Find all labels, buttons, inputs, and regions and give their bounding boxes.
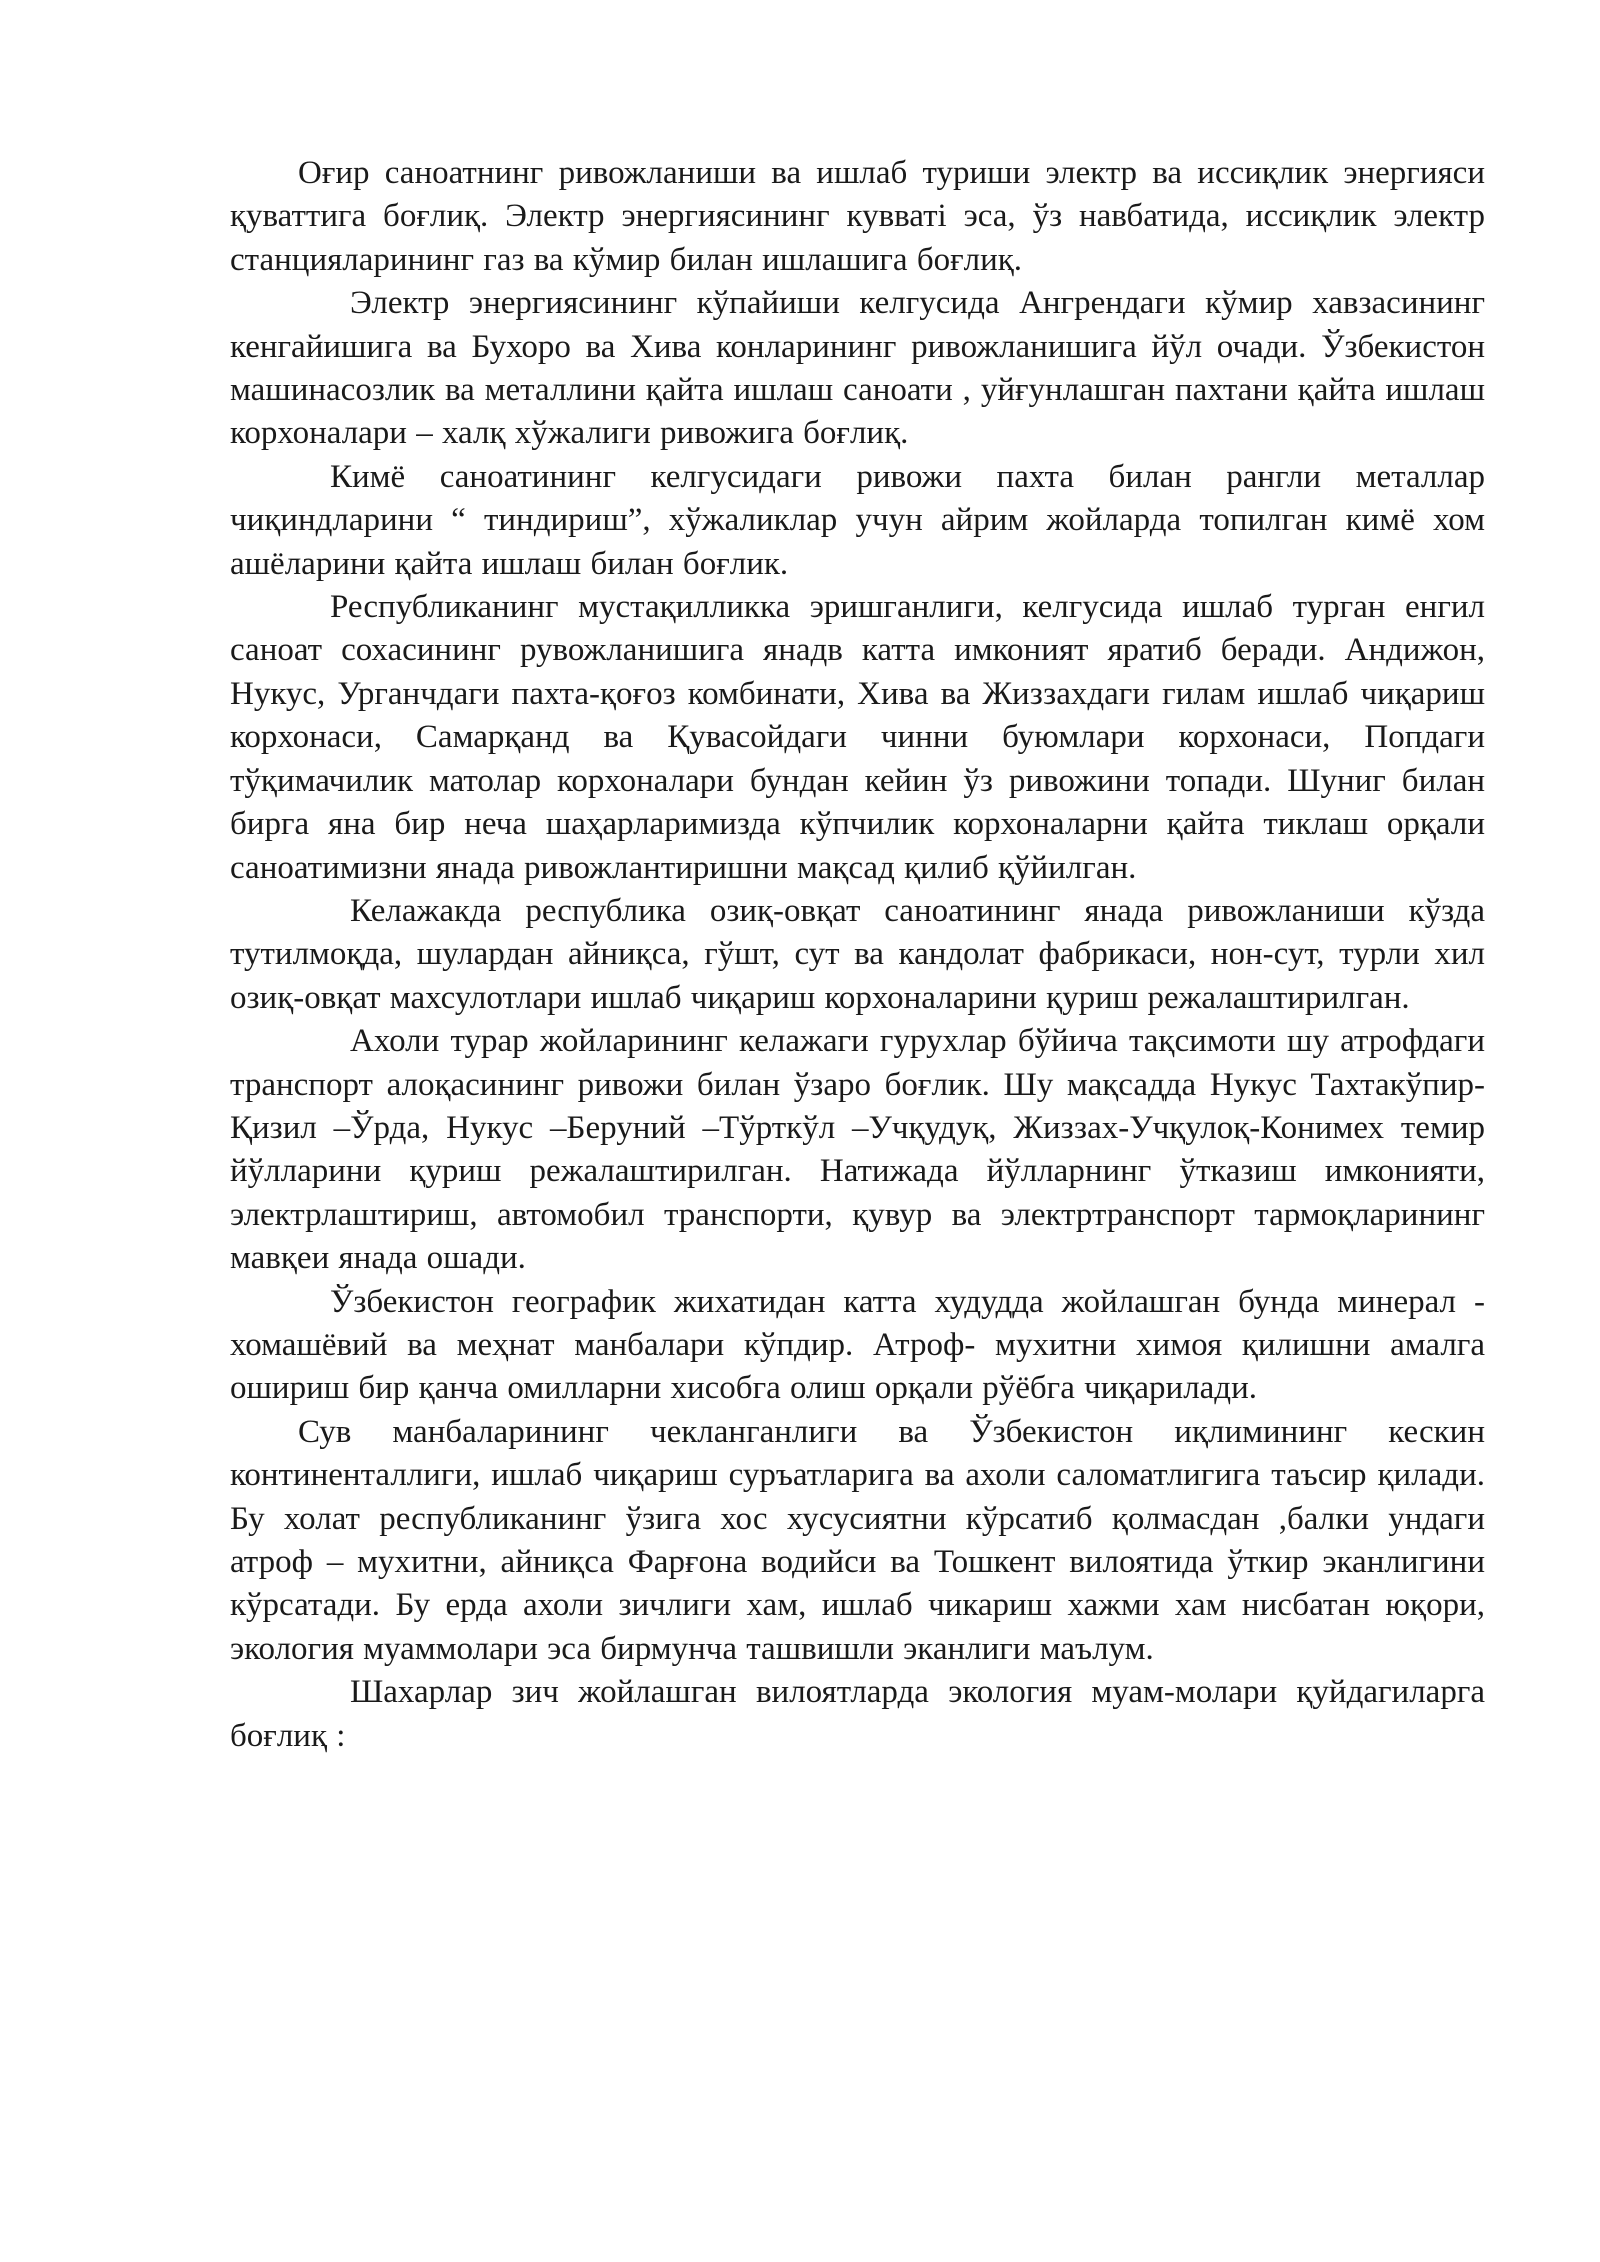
paragraph-water-resources: Сув манбаларининг чекланганлиги ва Ўзбекистон иқлимининг кескин континенталлиги, ишлаб чиқариш суръатларига ва ахоли саломатлигига таъсир қилади. Бу холат республиканинг ўзига хос хусусиятни кўрсатиб қолмасдан ,балки ундаги атроф – мухитни, айниқса Фарғона водийси ва Тошкент вилоятида ўткир эканлигини кўрсатади. Бу ерда ахоли зичлиги хам, ишлаб чикариш хажми хам нисбатан юқори, экология муаммолари эса бирмунча ташвишли эканлиги маълум. — [230, 1413, 1485, 1667]
paragraph-chemical-industry: Кимё саноатининг келгусидаги ривожи пахта билан рангли металлар чиқиндларини “ тиндириш”, хўжаликлар учун айрим жойларда топилган кимё хом ашёларини қайта ишлаш билан боғлик. — [230, 458, 1485, 582]
paragraph-cities-ecology: Шахарлар зич жойлашган вилоятларда экология муам-молари қуйдагиларга боғлиқ : — [230, 1674, 1485, 1754]
paragraph-geography: Ўзбекистон географик жихатидан катта худудда жойлашган бунда минерал - хомашёвий ва меҳнат манбалари кўпдир. Атроф- мухитни химоя қилишни амалга ошириш бир қанча омилларни хисобга олиш орқали рўёбга чиқарилади. — [230, 1283, 1485, 1407]
paragraph-light-industry: Республиканинг мустақилликка эришганлиги, келгусида ишлаб турган енгил саноат сохасининг рувожланишига янадв катта имконият яратиб беради. Андижон, Нукус, Урганчдаги пахта-қоғоз комбинати, Хива ва Жиззахдаги гилам ишлаб чиқариш корхонаси, Самарқанд ва Қувасойдаги чинни буюмлари корхонаси, Попдаги тўқимачилик матолар корхоналари бундан кейин ўз ривожини топади. Шуниг билан бирга яна бир неча шаҳарларимизда кўпчилик корхоналарни қайта тиклаш орқали саноатимизни янада ривожлантиришни мақсад қилиб қўйилган. — [230, 589, 1485, 886]
paragraph-electric-energy: Электр энергиясининг кўпайиши келгусида Ангрендаги кўмир хавзасининг кенгайишига ва Бухоро ва Хива конларининг ривожланишига йўл очади. Ўзбекистон машинасозлик ва металлини қайта ишлаш саноати , уйғунлашган пахтани қайта ишлаш корхоналари – халқ хўжалиги ривожига боғлиқ. — [230, 285, 1485, 452]
paragraph-heavy-industry: Оғир саноатнинг ривожланиши ва ишлаб туриши электр ва иссиқлик энергияси қуваттига боғлиқ. Электр энергиясининг кувваті эса, ўз навбатида, иссиқлик электр станцияларининг газ ва кўмир билан ишлашига боғлиқ. — [230, 155, 1485, 278]
paragraph-transport: Ахоли турар жойларининг келажаги гурухлар бўйича тақсимоти шу атрофдаги транспорт алоқасининг ривожи билан ўзаро боғлик. Шу мақсадда Нукус Тахтакўпир-Қизил –Ўрда, Нукус –Беруний –Тўрткўл –Учқудуқ, Жиззах-Учқулоқ-Конимех темир йўлларини қуриш режалаштирилган. Натижада йўлларнинг ўтказиш имконияти, электрлаштириш, автомобил транспорти, қувур ва электртранспорт тармоқларининг мавқеи янада ошади. — [230, 1023, 1485, 1277]
paragraph-food-industry: Келажакда республика озиқ-овқат саноатининг янада ривожланиши кўзда тутилмоқда, шулардан айниқса, гўшт, сут ва кандолат фабрикаси, нон-сут, турли хил озиқ-овқат махсулотлари ишлаб чиқариш корхоналарини қуриш режалаштирилган. — [230, 892, 1485, 1016]
document-body — [230, 152, 1485, 1758]
